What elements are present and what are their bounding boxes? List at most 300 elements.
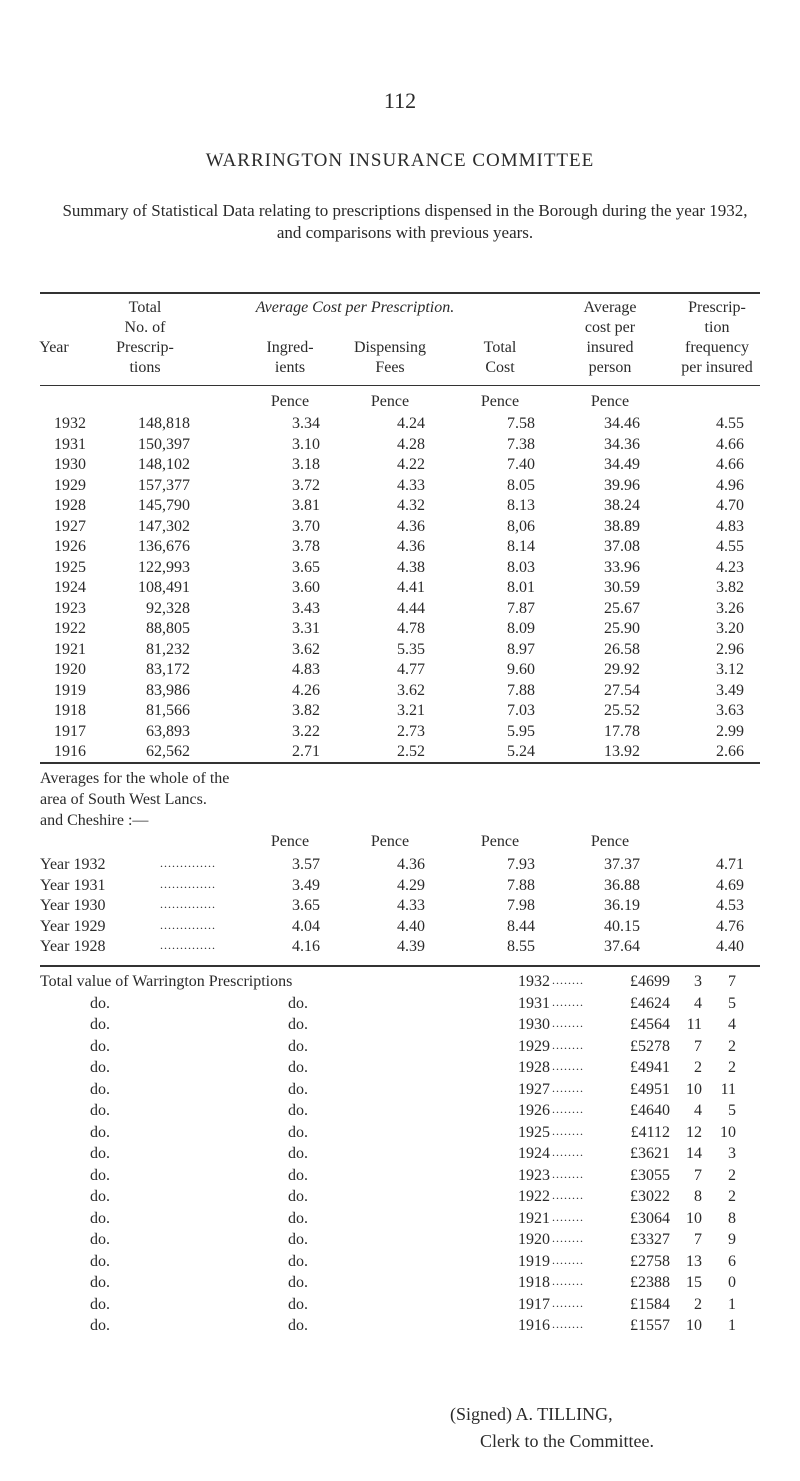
cell-year: 1926 bbox=[54, 538, 86, 555]
cell-dispensing: 4.22 bbox=[397, 456, 425, 473]
cell-ingredients: 3.43 bbox=[292, 599, 320, 617]
total-pounds: £4624 bbox=[630, 994, 670, 1012]
cell-dispensing: 3.21 bbox=[397, 702, 425, 719]
total-pence: 9 bbox=[728, 1231, 736, 1248]
cell-total-prescriptions: 83,172 bbox=[146, 661, 190, 678]
cell-dispensing: 4.38 bbox=[397, 558, 425, 576]
cell-frequency: 3.26 bbox=[716, 599, 744, 617]
total-value-label: Total value of Warrington Prescriptions bbox=[40, 973, 293, 990]
total-pounds: £2758 bbox=[630, 1252, 670, 1270]
total-pounds: £1557 bbox=[630, 1317, 670, 1334]
total-shillings: 15 bbox=[686, 1274, 702, 1291]
cell-ingredients: 3.70 bbox=[292, 517, 320, 535]
cell-total-prescriptions: 157,377 bbox=[138, 476, 190, 494]
cell-ingredients: 3.10 bbox=[292, 435, 320, 453]
cell-total-prescriptions: 150,397 bbox=[138, 435, 190, 453]
cell-total-cost: 8.55 bbox=[507, 938, 535, 955]
ditto-mark: do. bbox=[90, 1209, 110, 1227]
total-shillings: 2 bbox=[694, 1059, 702, 1076]
total-year: 1917 bbox=[518, 1295, 550, 1313]
cell-total-prescriptions: 148,102 bbox=[138, 456, 190, 473]
cell-frequency: 4.55 bbox=[716, 538, 744, 555]
cell-frequency: 4.96 bbox=[716, 476, 744, 494]
cell-avg-insured: 37.37 bbox=[604, 856, 640, 873]
total-year: 1932 bbox=[518, 973, 550, 990]
total-year: 1923 bbox=[518, 1166, 550, 1184]
unit-label: Pence bbox=[480, 393, 520, 410]
cell-frequency: 4.53 bbox=[716, 897, 744, 914]
header-line: frequency bbox=[685, 339, 749, 356]
cell-dispensing: 4.33 bbox=[397, 476, 425, 494]
cell-total-cost: 7.88 bbox=[507, 876, 535, 894]
cell-frequency: 4.66 bbox=[716, 435, 744, 453]
cell-dispensing: 4.40 bbox=[397, 917, 425, 935]
leader-dots: ........ bbox=[552, 1037, 584, 1052]
total-year: 1922 bbox=[518, 1188, 550, 1205]
total-pence: 2 bbox=[728, 1166, 736, 1184]
cell-year: 1932 bbox=[54, 415, 86, 432]
header-total-cost bbox=[455, 338, 545, 378]
cell-frequency: 4.70 bbox=[716, 497, 744, 514]
header-total-prescriptions bbox=[100, 298, 190, 378]
total-pence: 4 bbox=[728, 1016, 736, 1033]
header-line: ients bbox=[274, 359, 306, 376]
total-year: 1919 bbox=[518, 1252, 550, 1270]
leader-dots: ........ bbox=[552, 994, 584, 1009]
total-pence: 1 bbox=[728, 1295, 736, 1313]
leader-dots: ........ bbox=[552, 1252, 584, 1267]
average-year-label: Year 1931 bbox=[40, 876, 106, 894]
cell-total-cost: 7.87 bbox=[507, 599, 535, 617]
cell-total-cost: 5.24 bbox=[507, 743, 535, 760]
unit-label: Pence bbox=[270, 833, 310, 850]
header-line: Fees bbox=[375, 359, 405, 376]
cell-year: 1930 bbox=[54, 456, 86, 473]
cell-dispensing: 2.73 bbox=[397, 722, 425, 740]
cell-dispensing: 4.32 bbox=[397, 497, 425, 514]
cell-frequency: 4.83 bbox=[716, 517, 744, 535]
cell-total-prescriptions: 147,302 bbox=[138, 517, 190, 535]
cell-total-prescriptions: 83,986 bbox=[146, 681, 190, 699]
total-pence: 2 bbox=[728, 1188, 736, 1205]
cell-ingredients: 3.31 bbox=[292, 620, 320, 637]
cell-total-cost: 7.03 bbox=[507, 702, 535, 719]
leader-dots: .............. bbox=[160, 917, 216, 932]
total-year: 1928 bbox=[518, 1059, 550, 1076]
header-bottom-rule bbox=[40, 385, 760, 386]
leader-dots: ........ bbox=[552, 1080, 584, 1095]
ditto-mark: do. bbox=[90, 1252, 110, 1270]
leader-dots: ........ bbox=[552, 1166, 584, 1181]
cell-frequency: 2.96 bbox=[716, 640, 744, 658]
unit-label: Pence bbox=[590, 833, 630, 850]
total-shillings: 10 bbox=[686, 1209, 702, 1227]
total-shillings: 4 bbox=[694, 994, 702, 1012]
cell-dispensing: 4.78 bbox=[397, 620, 425, 637]
cell-year: 1919 bbox=[54, 681, 86, 699]
total-pence: 3 bbox=[728, 1145, 736, 1162]
total-year: 1925 bbox=[518, 1123, 550, 1141]
ditto-mark: do. bbox=[90, 1123, 110, 1141]
header-ingredients bbox=[250, 338, 330, 378]
cell-avg-insured: 34.49 bbox=[604, 456, 640, 473]
cell-total-cost: 7.38 bbox=[507, 435, 535, 453]
total-shillings: 14 bbox=[686, 1145, 702, 1162]
total-year: 1918 bbox=[518, 1274, 550, 1291]
leader-dots: ........ bbox=[552, 1123, 584, 1138]
ditto-mark: do. bbox=[90, 1188, 110, 1205]
cell-dispensing: 4.77 bbox=[397, 661, 425, 678]
table-bottom-rule bbox=[40, 762, 760, 764]
total-pounds: £4699 bbox=[630, 973, 670, 990]
cell-avg-insured: 34.36 bbox=[604, 435, 640, 453]
cell-ingredients: 4.16 bbox=[292, 938, 320, 955]
cell-dispensing: 4.29 bbox=[397, 876, 425, 894]
ditto-mark: do. bbox=[288, 1037, 308, 1055]
total-shillings: 7 bbox=[694, 1231, 702, 1248]
cell-total-prescriptions: 92,328 bbox=[146, 599, 190, 617]
cell-frequency: 2.66 bbox=[716, 743, 744, 760]
cell-dispensing: 4.36 bbox=[397, 538, 425, 555]
cell-frequency: 4.40 bbox=[716, 938, 744, 955]
ditto-mark: do. bbox=[90, 994, 110, 1012]
leader-dots: ........ bbox=[552, 973, 584, 987]
header-line: Total bbox=[128, 299, 162, 316]
cell-total-prescriptions: 81,232 bbox=[146, 640, 190, 658]
cell-ingredients: 3.60 bbox=[292, 579, 320, 596]
cell-total-cost: 7.88 bbox=[507, 681, 535, 699]
cell-total-prescriptions: 122,993 bbox=[138, 558, 190, 576]
cell-ingredients: 3.22 bbox=[292, 722, 320, 740]
cell-frequency: 3.63 bbox=[716, 702, 744, 719]
unit-label: Pence bbox=[370, 833, 410, 850]
header-line: insured bbox=[586, 339, 634, 356]
cell-dispensing: 4.24 bbox=[397, 415, 425, 432]
ditto-mark: do. bbox=[288, 994, 308, 1012]
unit-label: Pence bbox=[270, 393, 310, 410]
cell-avg-insured: 25.67 bbox=[604, 599, 640, 617]
cell-frequency: 4.55 bbox=[716, 415, 744, 432]
header-dispensing-fees bbox=[335, 338, 445, 378]
page-title: WARRINGTON INSURANCE COMMITTEE bbox=[205, 150, 595, 171]
cell-total-cost: 8,06 bbox=[507, 517, 535, 535]
leader-dots: ........ bbox=[552, 1317, 584, 1331]
header-line: tion bbox=[704, 319, 730, 336]
cell-ingredients: 3.57 bbox=[292, 856, 320, 873]
ditto-mark: do. bbox=[90, 1059, 110, 1076]
cell-avg-insured: 30.59 bbox=[604, 579, 640, 596]
ditto-mark: do. bbox=[288, 1231, 308, 1248]
total-shillings: 4 bbox=[694, 1102, 702, 1119]
total-pounds: £4564 bbox=[630, 1016, 670, 1033]
signature-title: Clerk to the Committee. bbox=[480, 1431, 654, 1451]
ditto-mark: do. bbox=[288, 1209, 308, 1227]
cell-year: 1918 bbox=[54, 702, 86, 719]
header-line: No. of bbox=[124, 319, 166, 336]
total-year: 1916 bbox=[518, 1317, 550, 1334]
total-pence: 10 bbox=[720, 1123, 736, 1141]
header-line: per insured bbox=[681, 359, 753, 376]
cell-total-prescriptions: 62,562 bbox=[146, 743, 190, 760]
total-year: 1924 bbox=[518, 1145, 550, 1162]
cell-total-cost: 5.95 bbox=[507, 722, 535, 740]
leader-dots: ........ bbox=[552, 1295, 584, 1310]
cell-avg-insured: 13.92 bbox=[604, 743, 640, 760]
ditto-mark: do. bbox=[90, 1102, 110, 1119]
leader-dots: ........ bbox=[552, 1145, 584, 1159]
total-pounds: £3621 bbox=[630, 1145, 670, 1162]
cell-frequency: 4.69 bbox=[716, 876, 744, 894]
header-average-cost-insured bbox=[560, 298, 660, 378]
ditto-mark: do. bbox=[90, 1231, 110, 1248]
cell-avg-insured: 33.96 bbox=[604, 558, 640, 576]
cell-dispensing: 4.41 bbox=[397, 579, 425, 596]
total-year: 1926 bbox=[518, 1102, 550, 1119]
cell-ingredients: 3.62 bbox=[292, 640, 320, 658]
cell-avg-insured: 39.96 bbox=[604, 476, 640, 494]
unit-label: Pence bbox=[480, 833, 520, 850]
cell-ingredients: 3.72 bbox=[292, 476, 320, 494]
cell-ingredients: 3.82 bbox=[292, 702, 320, 719]
ditto-mark: do. bbox=[288, 1166, 308, 1184]
summary-text: Summary of Statistical Data relating to prescriptions dispensed in the Borough during the year 1932, and comparisons with previous years. bbox=[62, 201, 748, 242]
cell-ingredients: 3.18 bbox=[292, 456, 320, 473]
leader-dots: ........ bbox=[552, 1209, 584, 1224]
cell-year: 1928 bbox=[54, 497, 86, 514]
cell-year: 1922 bbox=[54, 620, 86, 637]
cell-ingredients: 3.65 bbox=[292, 558, 320, 576]
header-line: Total bbox=[483, 339, 517, 356]
leader-dots: ........ bbox=[552, 1102, 584, 1116]
total-pence: 0 bbox=[728, 1274, 736, 1291]
header-line: Dispensing bbox=[354, 339, 426, 356]
leader-dots: ........ bbox=[552, 1231, 584, 1245]
total-shillings: 8 bbox=[694, 1188, 702, 1205]
leader-dots: .............. bbox=[160, 938, 216, 952]
ditto-mark: do. bbox=[288, 1059, 308, 1076]
cell-year: 1929 bbox=[54, 476, 86, 494]
ditto-mark: do. bbox=[90, 1037, 110, 1055]
ditto-mark: do. bbox=[90, 1016, 110, 1033]
total-pence: 5 bbox=[728, 994, 736, 1012]
cell-total-prescriptions: 88,805 bbox=[146, 620, 190, 637]
total-pence: 2 bbox=[728, 1037, 736, 1055]
ditto-mark: do. bbox=[90, 1295, 110, 1313]
leader-dots: .............. bbox=[160, 897, 216, 911]
header-line: Prescrip- bbox=[116, 339, 174, 356]
total-pounds: £5278 bbox=[630, 1037, 670, 1055]
total-shillings: 2 bbox=[694, 1295, 702, 1313]
cell-total-cost: 7.98 bbox=[507, 897, 535, 914]
cell-total-cost: 7.40 bbox=[507, 456, 535, 473]
cell-year: 1923 bbox=[54, 599, 86, 617]
total-year: 1921 bbox=[518, 1209, 550, 1227]
total-pounds: £3055 bbox=[630, 1166, 670, 1184]
total-pence: 6 bbox=[728, 1252, 736, 1270]
cell-total-cost: 8.44 bbox=[507, 917, 535, 935]
header-prescription-frequency bbox=[664, 298, 770, 378]
cell-total-prescriptions: 81,566 bbox=[146, 702, 190, 719]
total-pence: 1 bbox=[728, 1317, 736, 1334]
cell-year: 1917 bbox=[54, 722, 86, 740]
cell-total-prescriptions: 136,676 bbox=[138, 538, 190, 555]
header-line: Ingred- bbox=[266, 339, 314, 356]
cell-total-cost: 8.01 bbox=[507, 579, 535, 596]
leader-dots: ........ bbox=[552, 1059, 584, 1073]
ditto-mark: do. bbox=[90, 1145, 110, 1162]
cell-year: 1920 bbox=[54, 661, 86, 678]
ditto-mark: do. bbox=[90, 1317, 110, 1334]
cell-frequency: 4.76 bbox=[716, 917, 744, 935]
average-year-label: Year 1930 bbox=[40, 897, 106, 914]
total-pounds: £4640 bbox=[630, 1102, 670, 1119]
ditto-mark: do. bbox=[288, 1188, 308, 1205]
leader-dots: ........ bbox=[552, 1188, 584, 1202]
header-top-rule bbox=[40, 292, 760, 294]
total-pounds: £3327 bbox=[630, 1231, 670, 1248]
total-year: 1929 bbox=[518, 1037, 550, 1055]
header-line: Prescrip- bbox=[688, 299, 746, 316]
ditto-mark: do. bbox=[288, 1145, 308, 1162]
unit-label: Pence bbox=[370, 393, 410, 410]
total-pounds: £4112 bbox=[630, 1123, 670, 1141]
header-line: tions bbox=[129, 359, 161, 376]
unit-label: Pence bbox=[590, 393, 630, 410]
cell-frequency: 3.82 bbox=[716, 579, 744, 596]
cell-avg-insured: 25.90 bbox=[604, 620, 640, 637]
total-year: 1927 bbox=[518, 1080, 550, 1098]
total-pence: 2 bbox=[728, 1059, 736, 1076]
header-line: cost per bbox=[584, 319, 636, 336]
cell-dispensing: 4.36 bbox=[397, 856, 425, 873]
cell-total-cost: 8.97 bbox=[507, 640, 535, 658]
cell-frequency: 3.49 bbox=[716, 681, 744, 699]
cell-ingredients: 3.49 bbox=[292, 876, 320, 894]
cell-frequency: 3.20 bbox=[716, 620, 744, 637]
cell-avg-insured: 34.46 bbox=[604, 415, 640, 432]
cell-total-cost: 7.93 bbox=[507, 856, 535, 873]
cell-frequency: 4.66 bbox=[716, 456, 744, 473]
cell-avg-insured: 36.19 bbox=[604, 897, 640, 914]
cell-ingredients: 3.78 bbox=[292, 538, 320, 555]
ditto-mark: do. bbox=[288, 1274, 308, 1291]
cell-dispensing: 3.62 bbox=[397, 681, 425, 699]
cell-year: 1931 bbox=[54, 435, 86, 453]
cell-ingredients: 3.65 bbox=[292, 897, 320, 914]
ditto-mark: do. bbox=[288, 1016, 308, 1033]
cell-ingredients: 4.04 bbox=[292, 917, 320, 935]
total-shillings: 7 bbox=[694, 1166, 702, 1184]
header-line: person bbox=[588, 359, 632, 376]
cell-dispensing: 5.35 bbox=[397, 640, 425, 658]
cell-total-cost: 8.05 bbox=[507, 476, 535, 494]
ditto-mark: do. bbox=[288, 1317, 308, 1334]
cell-year: 1924 bbox=[54, 579, 86, 596]
cell-dispensing: 4.33 bbox=[397, 897, 425, 914]
ditto-mark: do. bbox=[90, 1080, 110, 1098]
cell-ingredients: 3.81 bbox=[292, 497, 320, 514]
average-year-label: Year 1928 bbox=[40, 938, 106, 955]
leader-dots: ........ bbox=[552, 1016, 584, 1030]
total-year: 1930 bbox=[518, 1016, 550, 1033]
ditto-mark: do. bbox=[288, 1252, 308, 1270]
cell-dispensing: 4.39 bbox=[397, 938, 425, 955]
cell-frequency: 3.12 bbox=[716, 661, 744, 678]
cell-avg-insured: 36.88 bbox=[604, 876, 640, 894]
total-shillings: 11 bbox=[686, 1016, 702, 1033]
cell-year: 1925 bbox=[54, 558, 86, 576]
total-pounds: £3064 bbox=[630, 1209, 670, 1227]
cell-total-prescriptions: 108,491 bbox=[138, 579, 190, 596]
page-number: 112 bbox=[383, 88, 417, 113]
signature-name: (Signed) A. TILLING, bbox=[450, 1404, 613, 1424]
total-shillings: 10 bbox=[686, 1080, 702, 1098]
cell-frequency: 2.99 bbox=[716, 722, 744, 740]
averages-label-line: and Cheshire :— bbox=[40, 812, 149, 829]
total-year: 1931 bbox=[518, 994, 550, 1012]
total-pounds: £3022 bbox=[630, 1188, 670, 1205]
ditto-mark: do. bbox=[90, 1166, 110, 1184]
cell-total-cost: 9.60 bbox=[507, 661, 535, 678]
header-line: Cost bbox=[485, 359, 515, 376]
averages-bottom-rule bbox=[40, 965, 760, 967]
cell-total-prescriptions: 63,893 bbox=[146, 722, 190, 740]
average-year-label: Year 1932 bbox=[40, 856, 106, 873]
total-pence: 5 bbox=[728, 1102, 736, 1119]
cell-ingredients: 2.71 bbox=[292, 743, 320, 760]
cell-avg-insured: 26.58 bbox=[604, 640, 640, 658]
cell-year: 1927 bbox=[54, 517, 86, 535]
leader-dots: .............. bbox=[160, 876, 216, 891]
ditto-mark: do. bbox=[90, 1274, 110, 1291]
cell-dispensing: 4.44 bbox=[397, 599, 425, 617]
cell-year: 1916 bbox=[54, 743, 86, 760]
leader-dots: ........ bbox=[552, 1274, 584, 1288]
total-pounds: £1584 bbox=[630, 1295, 670, 1313]
cell-total-cost: 8.14 bbox=[507, 538, 535, 555]
ditto-mark: do. bbox=[288, 1123, 308, 1141]
total-pence: 8 bbox=[728, 1209, 736, 1227]
total-shillings: 12 bbox=[686, 1123, 702, 1141]
total-pence: 11 bbox=[720, 1080, 736, 1098]
cell-avg-insured: 38.89 bbox=[604, 517, 640, 535]
cell-avg-insured: 29.92 bbox=[604, 661, 640, 678]
cell-avg-insured: 27.54 bbox=[604, 681, 640, 699]
cell-frequency: 4.71 bbox=[716, 856, 744, 873]
cell-total-prescriptions: 148,818 bbox=[138, 415, 190, 432]
cell-avg-insured: 38.24 bbox=[604, 497, 640, 514]
total-shillings: 3 bbox=[694, 973, 702, 990]
total-shillings: 7 bbox=[694, 1037, 702, 1055]
cell-total-cost: 8.09 bbox=[507, 620, 535, 637]
ditto-mark: do. bbox=[288, 1080, 308, 1098]
cell-dispensing: 2.52 bbox=[397, 743, 425, 760]
total-shillings: 13 bbox=[686, 1252, 702, 1270]
ditto-mark: do. bbox=[288, 1295, 308, 1313]
cell-avg-insured: 40.15 bbox=[604, 917, 640, 935]
averages-label-line: Averages for the whole of the bbox=[40, 770, 230, 787]
total-pounds: £4941 bbox=[630, 1059, 670, 1076]
total-pounds: £4951 bbox=[630, 1080, 670, 1098]
cell-year: 1921 bbox=[54, 640, 86, 658]
total-shillings: 10 bbox=[686, 1317, 702, 1334]
cell-ingredients: 4.26 bbox=[292, 681, 320, 699]
total-year: 1920 bbox=[518, 1231, 550, 1248]
header-average-cost-group: Average Cost per Prescription. bbox=[255, 299, 455, 316]
leader-dots: .............. bbox=[160, 856, 216, 870]
header-line: Average bbox=[583, 299, 637, 316]
total-pounds: £2388 bbox=[630, 1274, 670, 1291]
